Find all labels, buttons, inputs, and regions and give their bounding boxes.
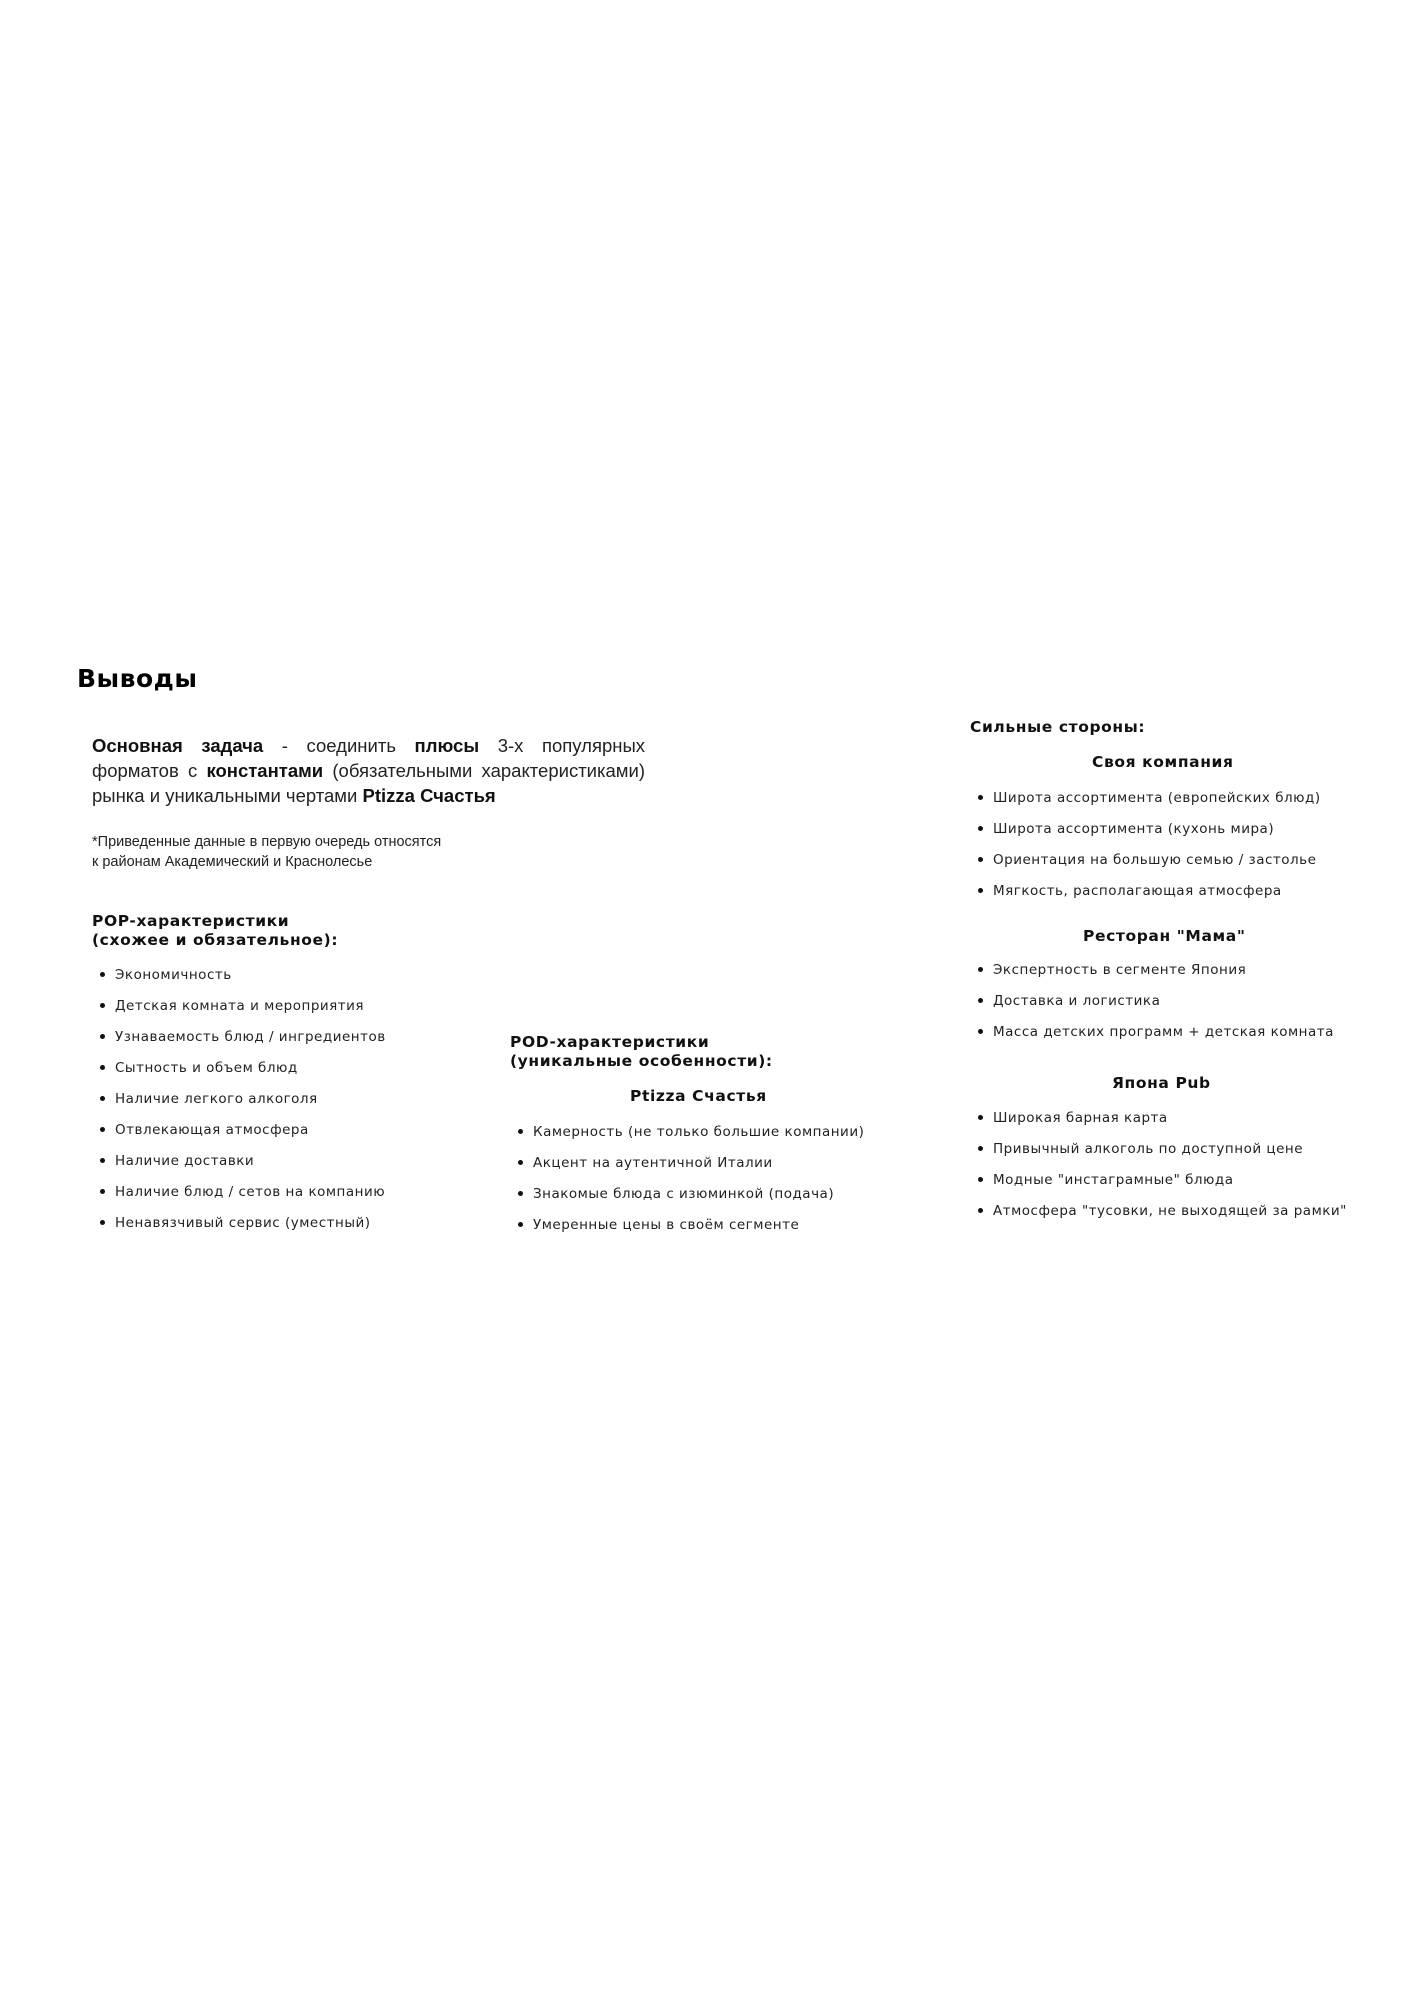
bullet-icon <box>100 1127 105 1132</box>
footnote-line-2: к районам Академический и Краснолесье <box>92 854 373 870</box>
list-item <box>100 1183 386 1214</box>
bullet-icon <box>978 998 983 1003</box>
list-item-text: Сытность и объем блюд <box>115 1060 298 1076</box>
list-item-text: Широта ассортимента (кухонь мира) <box>993 821 1275 837</box>
bullet-icon <box>100 1034 105 1039</box>
list-item <box>978 1171 1347 1202</box>
bullet-icon <box>100 1065 105 1070</box>
list-item-text: Узнаваемость блюд / ингредиентов <box>115 1029 386 1045</box>
list-item <box>978 789 1321 820</box>
list-item <box>100 1028 386 1059</box>
pod-list <box>518 1123 864 1247</box>
list-item <box>518 1154 864 1185</box>
list-item <box>978 1109 1347 1140</box>
list-item <box>978 1023 1334 1054</box>
bullet-icon <box>978 1177 983 1182</box>
group-heading-mama: Ресторан "Мама" <box>1083 927 1246 945</box>
list-item-text: Наличие доставки <box>115 1153 255 1169</box>
list-item <box>978 1140 1347 1171</box>
pop-heading-line-1: POP-характеристики <box>92 912 290 930</box>
pod-heading <box>510 1033 773 1071</box>
list-item <box>518 1216 864 1247</box>
bullet-icon <box>978 1115 983 1120</box>
intro-paragraph <box>92 733 645 808</box>
bullet-icon <box>100 1003 105 1008</box>
list-item-text: Наличие легкого алкоголя <box>115 1091 318 1107</box>
pod-heading-line-1: POD-характеристики <box>510 1033 710 1051</box>
list-item-text: Камерность (не только большие компании) <box>533 1124 865 1140</box>
list-item-text: Умеренные цены в своём сегменте <box>533 1217 800 1233</box>
list-item-text: Экспертность в сегменте Япония <box>993 962 1247 978</box>
list-item-text: Отвлекающая атмосфера <box>115 1122 309 1138</box>
group-heading-yapona-pub: Япона Pub <box>1112 1074 1211 1092</box>
list-item-text: Привычный алкоголь по доступной цене <box>993 1141 1304 1157</box>
bullet-icon <box>100 1158 105 1163</box>
bullet-icon <box>100 1189 105 1194</box>
list-item <box>100 966 386 997</box>
pop-heading <box>92 912 338 950</box>
list-item <box>978 820 1321 851</box>
list-item-text: Детская комната и мероприятия <box>115 998 365 1014</box>
list-item-text: Атмосфера "тусовки, не выходящей за рамки" <box>993 1203 1347 1219</box>
pod-heading-line-2: (уникальные особенности): <box>510 1052 773 1070</box>
yapona-pub-list <box>978 1109 1347 1233</box>
intro-text-2: 3-х популярных форматов с <box>92 735 646 781</box>
list-item <box>978 992 1334 1023</box>
strengths-heading: Сильные стороны: <box>970 718 1146 736</box>
intro-constants: константами <box>206 760 324 781</box>
list-item-text: Доставка и логистика <box>993 993 1161 1009</box>
list-item <box>978 961 1334 992</box>
list-item <box>100 1059 386 1090</box>
list-item <box>100 1214 386 1245</box>
list-item-text: Ненавязчивый сервис (уместный) <box>115 1215 371 1231</box>
list-item <box>518 1123 864 1154</box>
bullet-icon <box>518 1191 523 1196</box>
list-item-text: Широкая барная карта <box>993 1110 1168 1126</box>
list-item-text: Модные "инстаграмные" блюда <box>993 1172 1234 1188</box>
bullet-icon <box>978 1029 983 1034</box>
own-company-list <box>978 789 1321 913</box>
list-item <box>100 1121 386 1152</box>
list-item <box>978 1202 1347 1233</box>
intro-text-1: - соединить <box>263 735 415 756</box>
list-item-text: Экономичность <box>115 967 232 983</box>
bullet-icon <box>978 857 983 862</box>
bullet-icon <box>518 1129 523 1134</box>
bullet-icon <box>518 1222 523 1227</box>
bullet-icon <box>978 1146 983 1151</box>
bullet-icon <box>100 1096 105 1101</box>
list-item-text: Широта ассортимента (европейских блюд) <box>993 790 1321 806</box>
intro-pluses: плюсы <box>414 735 480 756</box>
pod-subheading: Ptizza Счастья <box>630 1087 767 1105</box>
list-item-text: Наличие блюд / сетов на компанию <box>115 1184 386 1200</box>
group-heading-own-company: Своя компания <box>1092 753 1234 771</box>
list-item <box>100 1090 386 1121</box>
list-item <box>100 997 386 1028</box>
list-item <box>100 1152 386 1183</box>
bullet-icon <box>100 1220 105 1225</box>
footnote <box>92 832 512 872</box>
bullet-icon <box>978 1208 983 1213</box>
mama-list <box>978 961 1334 1054</box>
pop-heading-line-2: (схожее и обязательное): <box>92 931 339 949</box>
list-item-text: Ориентация на большую семью / застолье <box>993 852 1317 868</box>
intro-task-label: Основная задача <box>92 735 264 756</box>
bullet-icon <box>978 795 983 800</box>
bullet-icon <box>100 972 105 977</box>
list-item <box>518 1185 864 1216</box>
bullet-icon <box>978 888 983 893</box>
bullet-icon <box>978 967 983 972</box>
list-item-text: Акцент на аутентичной Италии <box>533 1155 773 1171</box>
list-item-text: Знакомые блюда с изюминкой (подача) <box>533 1186 835 1202</box>
list-item-text: Мягкость, располагающая атмосфера <box>993 883 1282 899</box>
list-item-text: Масса детских программ + детская комната <box>993 1024 1334 1040</box>
intro-brand: Ptizza Счастья <box>362 785 496 806</box>
footnote-line-1: *Приведенные данные в первую очередь относятся <box>92 834 442 850</box>
page-title: Выводы <box>77 664 198 693</box>
list-item <box>978 851 1321 882</box>
intro-text-3: (обязательными характеристиками) рынка и уникальными чертами <box>92 760 645 806</box>
list-item <box>978 882 1321 913</box>
bullet-icon <box>978 826 983 831</box>
pop-list <box>100 966 386 1245</box>
bullet-icon <box>518 1160 523 1165</box>
